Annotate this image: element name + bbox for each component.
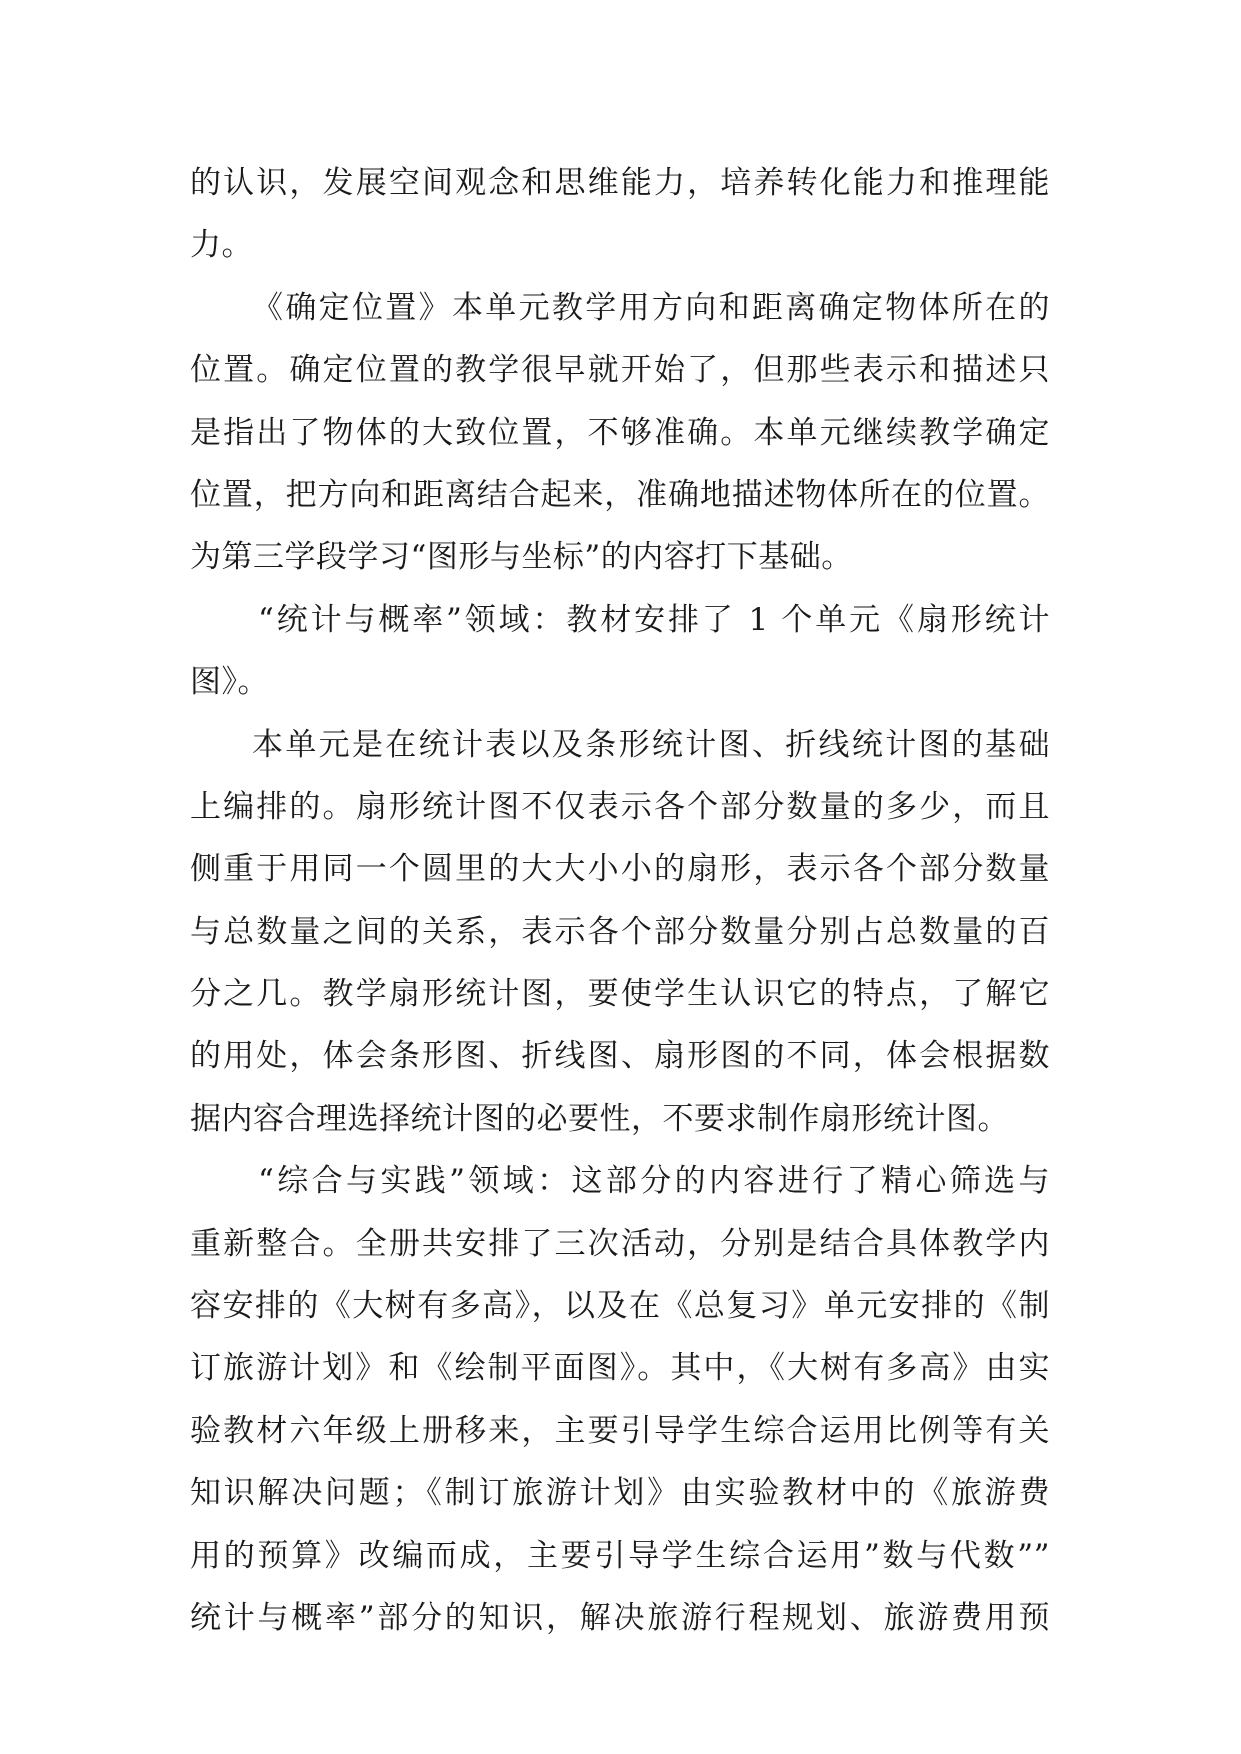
text-line: 容安排的《大树有多高》，以及在《总复习》单元安排的《制	[190, 1288, 1050, 1325]
text-line: 用的预算》改编而成，主要引导学生综合运用”数与代数””	[190, 1537, 1050, 1574]
text-line: 据内容合理选择统计图的必要性，不要求制作扇形统计图。	[190, 1100, 1009, 1137]
text-line: 位置，把方向和距离结合起来，准确地描述物体所在的位置。	[190, 476, 1050, 513]
text-line: 是指出了物体的大致位置，不够准确。本单元继续教学确定	[190, 414, 1050, 451]
text-line: 的认识，发展空间观念和思维能力，培养转化能力和推理能	[190, 165, 1050, 201]
text-line: 位置。确定位置的教学很早就开始了，但那些表示和描述只	[190, 352, 1050, 389]
text-line: 分之几。教学扇形统计图，要使学生认识它的特点，了解它	[190, 976, 1050, 1013]
text-line: 侧重于用同一个圆里的大大小小的扇形，表示各个部分数量	[190, 851, 1050, 888]
text-line: 《确定位置》本单元教学用方向和距离确定物体所在的	[252, 289, 1050, 326]
text-line: 力。	[190, 227, 253, 264]
text-line: 上编排的。扇形统计图不仅表示各个部分数量的多少，而且	[190, 788, 1050, 825]
text-line: 统计与概率”部分的知识，解决旅游行程规划、旅游费用预	[190, 1599, 1050, 1636]
text-line: 为第三学段学习“图形与坐标”的内容打下基础。	[190, 539, 853, 576]
body-text	[190, 152, 1050, 1649]
text-line: “综合与实践”领域：这部分的内容进行了精心筛选与	[258, 1163, 1050, 1200]
text-line: 图》。	[190, 664, 269, 701]
text-line: 知识解决问题；《制订旅游计划》由实验教材中的《旅游费	[190, 1475, 1050, 1512]
text-line: 重新整合。全册共安排了三次活动，分别是结合具体教学内	[190, 1225, 1050, 1262]
text-line: 本单元是在统计表以及条形统计图、折线统计图的基础	[252, 726, 1050, 763]
text-line: 的用处，体会条形图、折线图、扇形图的不同，体会根据数	[190, 1038, 1050, 1075]
text-line: 与总数量之间的关系，表示各个部分数量分别占总数量的百	[190, 913, 1050, 950]
text-line: 订旅游计划》和《绘制平面图》。其中，《大树有多高》由实	[190, 1350, 1050, 1387]
text-line: 验教材六年级上册移来，主要引导学生综合运用比例等有关	[190, 1412, 1050, 1449]
text-line: “统计与概率”领域：教材安排了 1 个单元《扇形统计	[258, 601, 1050, 638]
